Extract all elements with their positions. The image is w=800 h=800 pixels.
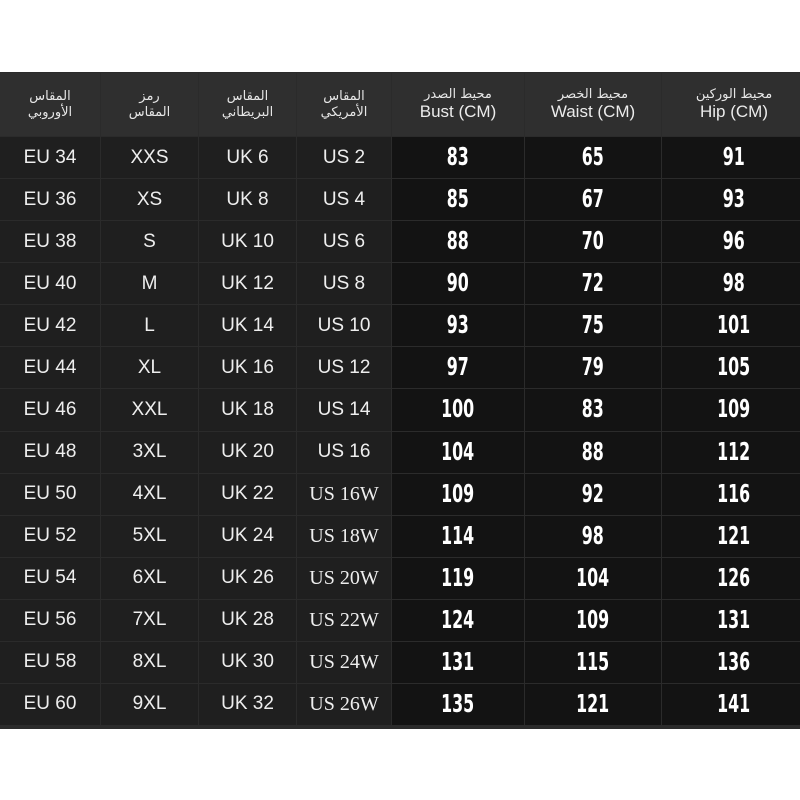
header-label-ar-2: المقاس xyxy=(128,104,171,120)
cell-bust xyxy=(392,389,524,430)
cell-value: 79 xyxy=(581,353,605,383)
cell-waist xyxy=(525,474,661,515)
cell-hip xyxy=(662,221,800,262)
header-uk-size xyxy=(199,73,296,136)
cell-us-size: US 26W xyxy=(297,684,391,725)
cell-waist xyxy=(525,432,661,473)
cell-value: 115 xyxy=(576,648,610,677)
header-label-ar: المقاس xyxy=(323,88,365,104)
cell-size-code: 8XL xyxy=(101,642,198,683)
cell-value: 93 xyxy=(446,311,470,341)
cell-eu-size: EU 36 xyxy=(0,179,100,220)
cell-hip xyxy=(662,642,800,683)
cell-waist xyxy=(525,389,661,430)
cell-us-size: US 6 xyxy=(297,221,391,262)
cell-value: 104 xyxy=(576,563,610,593)
cell-waist xyxy=(525,558,661,599)
cell-size-code: XXL xyxy=(101,389,198,430)
cell-size-code: 4XL xyxy=(101,474,198,515)
cell-uk-size: UK 6 xyxy=(199,137,296,178)
cell-value: 119 xyxy=(441,563,475,593)
cell-value: 109 xyxy=(717,395,751,425)
cell-value: 112 xyxy=(717,437,751,467)
cell-size-code: 5XL xyxy=(101,516,198,557)
cell-eu-size: EU 40 xyxy=(0,263,100,304)
header-label-ar: المقاس xyxy=(29,88,71,104)
cell-eu-size: EU 50 xyxy=(0,474,100,515)
header-label-ar: المقاس xyxy=(226,88,269,104)
cell-hip xyxy=(662,305,800,346)
cell-value: 101 xyxy=(717,311,751,341)
cell-waist xyxy=(525,305,661,346)
cell-eu-size: EU 54 xyxy=(0,558,100,599)
header-label-ar-2: الأوروبي xyxy=(27,104,73,120)
cell-eu-size: EU 46 xyxy=(0,389,100,430)
cell-uk-size: UK 18 xyxy=(199,389,296,430)
cell-hip xyxy=(662,432,800,473)
cell-bust xyxy=(392,137,524,178)
cell-hip xyxy=(662,389,800,430)
cell-bust xyxy=(392,432,524,473)
header-label-ar: محيط الصدر xyxy=(424,86,492,102)
cell-hip xyxy=(662,263,800,304)
cell-us-size: US 12 xyxy=(297,347,391,388)
cell-value: 136 xyxy=(717,648,751,677)
cell-bust xyxy=(392,263,524,304)
header-us-size xyxy=(297,73,391,136)
cell-value: 85 xyxy=(446,185,470,214)
header-label-en: Hip (CM) xyxy=(700,102,768,122)
cell-bust xyxy=(392,516,524,557)
cell-uk-size: UK 14 xyxy=(199,305,296,346)
cell-uk-size: UK 20 xyxy=(199,432,296,473)
header-label-ar-2: البريطاني xyxy=(221,104,274,120)
cell-bust xyxy=(392,179,524,220)
cell-value: 109 xyxy=(576,605,610,635)
cell-value: 98 xyxy=(722,269,746,299)
cell-value: 70 xyxy=(581,227,605,257)
cell-us-size: US 14 xyxy=(297,389,391,430)
cell-waist xyxy=(525,516,661,557)
cell-hip xyxy=(662,137,800,178)
cell-bust xyxy=(392,305,524,346)
cell-eu-size: EU 60 xyxy=(0,684,100,725)
cell-value: 109 xyxy=(441,479,475,509)
cell-us-size: US 2 xyxy=(297,137,391,178)
header-label-ar-2: الأمريكي xyxy=(320,104,368,120)
cell-bust xyxy=(392,474,524,515)
cell-value: 131 xyxy=(441,648,475,677)
cell-eu-size: EU 44 xyxy=(0,347,100,388)
cell-uk-size: UK 28 xyxy=(199,600,296,641)
cell-waist xyxy=(525,221,661,262)
cell-eu-size: EU 52 xyxy=(0,516,100,557)
cell-bust xyxy=(392,221,524,262)
header-label-en: Waist (CM) xyxy=(550,102,636,122)
cell-eu-size: EU 34 xyxy=(0,137,100,178)
cell-value: 83 xyxy=(581,395,605,425)
cell-value: 96 xyxy=(722,227,746,257)
cell-hip xyxy=(662,347,800,388)
cell-value: 124 xyxy=(441,605,475,635)
cell-value: 92 xyxy=(581,479,605,509)
cell-waist xyxy=(525,263,661,304)
cell-bust xyxy=(392,684,524,725)
cell-size-code: XL xyxy=(101,347,198,388)
header-label-ar: محيط الوركين xyxy=(695,86,773,102)
cell-value: 100 xyxy=(441,395,475,425)
cell-size-code: XS xyxy=(101,179,198,220)
cell-eu-size: EU 42 xyxy=(0,305,100,346)
cell-value: 88 xyxy=(446,227,470,257)
cell-value: 114 xyxy=(441,521,475,551)
cell-value: 105 xyxy=(717,353,751,383)
cell-uk-size: UK 22 xyxy=(199,474,296,515)
cell-value: 91 xyxy=(722,143,746,172)
cell-us-size: US 20W xyxy=(297,558,391,599)
cell-us-size: US 16 xyxy=(297,432,391,473)
header-label-en: Bust (CM) xyxy=(419,102,497,122)
cell-value: 97 xyxy=(446,353,470,383)
cell-value: 83 xyxy=(446,143,470,172)
cell-bust xyxy=(392,600,524,641)
cell-hip xyxy=(662,558,800,599)
cell-us-size: US 22W xyxy=(297,600,391,641)
cell-bust xyxy=(392,642,524,683)
cell-waist xyxy=(525,642,661,683)
cell-hip xyxy=(662,684,800,725)
cell-value: 75 xyxy=(581,311,605,341)
cell-us-size: US 16W xyxy=(297,474,391,515)
cell-waist xyxy=(525,600,661,641)
cell-uk-size: UK 12 xyxy=(199,263,296,304)
header-size-code xyxy=(101,73,198,136)
cell-waist xyxy=(525,684,661,725)
cell-hip xyxy=(662,474,800,515)
header-bust xyxy=(392,73,524,136)
cell-us-size: US 10 xyxy=(297,305,391,346)
cell-value: 88 xyxy=(581,437,605,467)
cell-eu-size: EU 56 xyxy=(0,600,100,641)
cell-size-code: 3XL xyxy=(101,432,198,473)
cell-bust xyxy=(392,558,524,599)
header-waist xyxy=(525,73,661,136)
cell-value: 98 xyxy=(581,521,605,551)
cell-uk-size: UK 32 xyxy=(199,684,296,725)
cell-waist xyxy=(525,179,661,220)
cell-us-size: US 18W xyxy=(297,516,391,557)
cell-size-code: M xyxy=(101,263,198,304)
cell-bust xyxy=(392,347,524,388)
size-chart-table xyxy=(0,72,800,729)
cell-size-code: 7XL xyxy=(101,600,198,641)
cell-size-code: L xyxy=(101,305,198,346)
cell-value: 104 xyxy=(441,437,475,467)
cell-uk-size: UK 30 xyxy=(199,642,296,683)
cell-eu-size: EU 58 xyxy=(0,642,100,683)
cell-us-size: US 8 xyxy=(297,263,391,304)
cell-uk-size: UK 16 xyxy=(199,347,296,388)
cell-size-code: S xyxy=(101,221,198,262)
cell-uk-size: UK 8 xyxy=(199,179,296,220)
cell-value: 126 xyxy=(717,563,751,593)
cell-value: 121 xyxy=(717,521,751,551)
header-hip xyxy=(662,73,800,136)
cell-waist xyxy=(525,137,661,178)
cell-eu-size: EU 38 xyxy=(0,221,100,262)
cell-value: 72 xyxy=(581,269,605,299)
cell-value: 131 xyxy=(717,605,751,635)
cell-value: 121 xyxy=(576,690,610,719)
cell-uk-size: UK 26 xyxy=(199,558,296,599)
cell-value: 65 xyxy=(581,143,605,172)
header-label-ar: محيط الخصر xyxy=(557,86,629,102)
cell-uk-size: UK 10 xyxy=(199,221,296,262)
cell-us-size: US 24W xyxy=(297,642,391,683)
cell-value: 141 xyxy=(717,690,751,719)
cell-waist xyxy=(525,347,661,388)
cell-size-code: 6XL xyxy=(101,558,198,599)
cell-hip xyxy=(662,179,800,220)
cell-hip xyxy=(662,600,800,641)
cell-size-code: 9XL xyxy=(101,684,198,725)
header-eu-size xyxy=(0,73,100,136)
cell-eu-size: EU 48 xyxy=(0,432,100,473)
cell-value: 116 xyxy=(717,479,751,509)
cell-size-code: XXS xyxy=(101,137,198,178)
cell-value: 93 xyxy=(722,185,746,214)
cell-value: 135 xyxy=(441,690,475,719)
cell-hip xyxy=(662,516,800,557)
cell-value: 90 xyxy=(446,269,470,299)
header-label-ar: رمز xyxy=(139,88,160,104)
cell-value: 67 xyxy=(581,185,605,214)
cell-uk-size: UK 24 xyxy=(199,516,296,557)
cell-us-size: US 4 xyxy=(297,179,391,220)
